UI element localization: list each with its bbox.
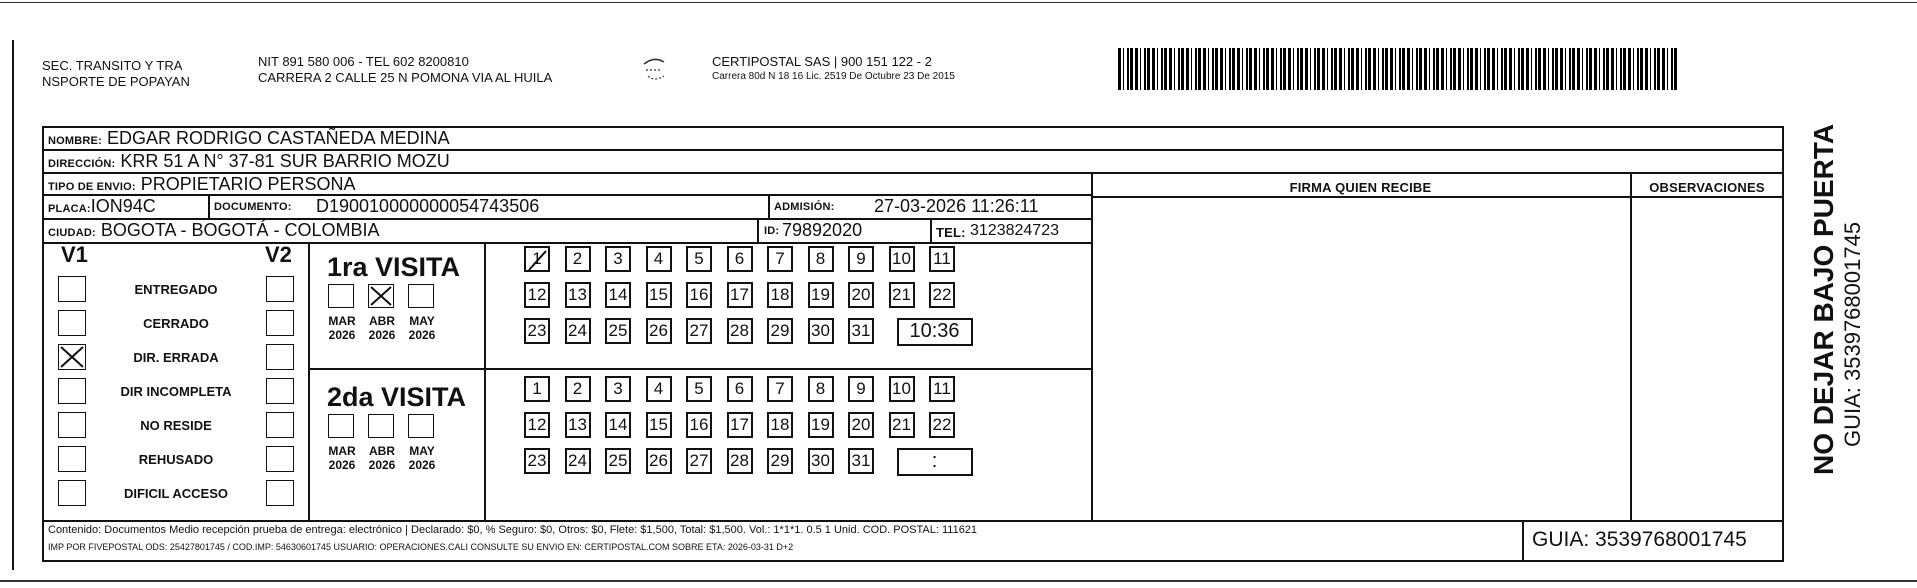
- status-label: DIFICIL ACCESO: [123, 486, 228, 501]
- side-guia: GUIA: 353976800174​5: [1840, 221, 1865, 447]
- month-checkbox[interactable]: [328, 414, 354, 438]
- observaciones-label: OBSERVACIONES: [1649, 180, 1765, 195]
- v2-checkbox[interactable]: [266, 480, 294, 506]
- day-box[interactable]: 21: [889, 282, 915, 308]
- day-box[interactable]: 18: [767, 282, 793, 308]
- v2-checkbox[interactable]: [266, 412, 294, 438]
- signature-left-divider: [1091, 174, 1093, 522]
- footer-guia: GUIA: 353976800174​5: [1532, 528, 1747, 551]
- day-box[interactable]: 5: [686, 376, 712, 402]
- day-box[interactable]: 5: [686, 246, 712, 272]
- v1-checkbox[interactable]: [58, 344, 86, 370]
- day-box[interactable]: 30: [808, 448, 834, 474]
- day-box[interactable]: 13: [565, 282, 591, 308]
- placa-divider-1: [208, 196, 210, 220]
- day-box[interactable]: 28: [727, 318, 753, 344]
- day-box[interactable]: 24: [565, 318, 591, 344]
- row-ciudad: [44, 220, 1091, 244]
- sender-block: [42, 58, 190, 90]
- day-box[interactable]: 8: [808, 246, 834, 272]
- status-label: CERRADO: [143, 316, 209, 331]
- day-box[interactable]: 27: [686, 318, 712, 344]
- courier-line-1: CERTIPOSTAL SAS | 900 151 122 - 2: [712, 54, 932, 69]
- ciudad-value: BOGOTA - BOGOTÁ - COLOMBIA: [100, 220, 380, 240]
- v1-checkbox[interactable]: [58, 276, 86, 302]
- day-box[interactable]: 30: [808, 318, 834, 344]
- row-nombre: [44, 128, 1782, 151]
- year-label: 2026: [328, 328, 356, 342]
- day-box[interactable]: 23: [524, 318, 550, 344]
- month-checkbox[interactable]: [408, 414, 434, 438]
- day-box[interactable]: 12: [524, 412, 550, 438]
- top-border: [0, 2, 1917, 3]
- day-box[interactable]: 26: [646, 318, 672, 344]
- day-box[interactable]: 22: [929, 412, 955, 438]
- day-box[interactable]: 6: [727, 376, 753, 402]
- day-box[interactable]: 25: [605, 448, 631, 474]
- day-box[interactable]: 20: [848, 282, 874, 308]
- row-placa: [44, 196, 1091, 220]
- visit-divider: [308, 368, 1091, 370]
- v2-checkbox[interactable]: [266, 344, 294, 370]
- placa-label: PLACA:: [48, 203, 91, 215]
- day-box[interactable]: 14: [605, 412, 631, 438]
- tipo-value: PROPIETARIO PERSONA: [140, 174, 356, 194]
- day-box[interactable]: 4: [646, 376, 672, 402]
- ciudad-divider-1: [757, 220, 759, 244]
- day-box[interactable]: 1: [524, 246, 550, 272]
- day-box[interactable]: 31: [848, 448, 874, 474]
- nombre-value: EDGAR RODRIGO CASTAÑEDA MEDINA: [106, 128, 450, 148]
- time-box[interactable]: :: [897, 448, 973, 476]
- day-box[interactable]: 3: [605, 376, 631, 402]
- documento-label: DOCUMENTO:: [214, 201, 292, 213]
- day-box[interactable]: 9: [848, 376, 874, 402]
- day-box[interactable]: 14: [605, 282, 631, 308]
- ciudad-label: CIUDAD:: [48, 227, 96, 239]
- nombre-label: NOMBRE:: [48, 135, 102, 147]
- delivery-form: [42, 126, 1784, 562]
- status-label: ENTREGADO: [134, 282, 218, 297]
- sender-line-1: SEC. TRANSITO Y TRA: [42, 58, 183, 73]
- status-label: REHUSADO: [138, 452, 214, 467]
- v2-checkbox[interactable]: [266, 276, 294, 302]
- year-label: 2026: [368, 328, 396, 342]
- day-box[interactable]: 7: [767, 376, 793, 402]
- day-box[interactable]: 19: [808, 282, 834, 308]
- day-box[interactable]: 17: [727, 282, 753, 308]
- day-box[interactable]: 7: [767, 246, 793, 272]
- day-box[interactable]: 12: [524, 282, 550, 308]
- status-divider: [308, 244, 310, 522]
- nit-line-2: CARRERA 2 CALLE 25 N POMONA VIA AL HUILA: [258, 70, 553, 85]
- day-box[interactable]: 11: [929, 246, 955, 272]
- day-box[interactable]: 29: [767, 318, 793, 344]
- day-box[interactable]: 10: [889, 246, 915, 272]
- day-box[interactable]: 13: [565, 412, 591, 438]
- observations-left-divider: [1630, 174, 1632, 522]
- courier-block: [712, 54, 955, 84]
- day-box[interactable]: 3: [605, 246, 631, 272]
- direccion-label: DIRECCIÓN:: [48, 158, 116, 170]
- id-value: 79892020: [782, 220, 863, 240]
- visit2-title: 2da VISITA: [327, 382, 467, 412]
- footer-divider: [1522, 520, 1524, 560]
- day-box[interactable]: 17: [727, 412, 753, 438]
- imp-text: IMP POR FIVEPOSTAL ODS: 25427801745 / COD.IMP: 54630601745 USUARIO: OPERACIONES.CALI CONSULTE SU ENVIO EN: CERTIPOSTAL.COM SOBRE ETA: 2026-03-31 D+2: [48, 542, 794, 552]
- day-box[interactable]: 16: [686, 282, 712, 308]
- barcode: [1118, 48, 1678, 90]
- ciudad-divider-2: [930, 220, 932, 244]
- month-label: MAY: [409, 314, 435, 328]
- direccion-value: KRR 51 A N° 37-81 SUR BARRIO MOZU: [120, 151, 450, 171]
- day-box[interactable]: 29: [767, 448, 793, 474]
- day-box[interactable]: 31: [848, 318, 874, 344]
- placa-divider-2: [768, 196, 770, 220]
- day-box[interactable]: 10: [889, 376, 915, 402]
- courier-logo: [640, 56, 668, 86]
- day-box[interactable]: 26: [646, 448, 672, 474]
- month-label: ABR: [369, 314, 395, 328]
- day-box[interactable]: 27: [686, 448, 712, 474]
- month-label: MAR: [328, 314, 356, 328]
- v1-checkbox[interactable]: [58, 412, 86, 438]
- day-box[interactable]: 8: [808, 376, 834, 402]
- v1-checkbox[interactable]: [58, 310, 86, 336]
- row-direccion: [44, 151, 1782, 174]
- day-box[interactable]: 23: [524, 448, 550, 474]
- nit-block: [258, 54, 552, 86]
- months-divider: [484, 244, 486, 522]
- documento-value: D190010000000054743506: [316, 196, 540, 216]
- day-box[interactable]: 21: [889, 412, 915, 438]
- v1-checkbox[interactable]: [58, 480, 86, 506]
- v1-checkbox[interactable]: [58, 446, 86, 472]
- day-box[interactable]: 25: [605, 318, 631, 344]
- nit-line-1: NIT 891 580 006 - TEL 602 8200810: [258, 54, 469, 69]
- day-box[interactable]: 1: [524, 376, 550, 402]
- left-border: [12, 40, 14, 570]
- month-label: MAY: [409, 444, 435, 458]
- day-box[interactable]: 2: [565, 246, 591, 272]
- tipo-label: TIPO DE ENVIO:: [48, 181, 136, 193]
- day-box[interactable]: 15: [646, 412, 672, 438]
- status-label: DIR INCOMPLETA: [120, 384, 232, 399]
- v2-checkbox[interactable]: [266, 310, 294, 336]
- tel-label: TEL:: [936, 225, 966, 240]
- year-label: 2026: [408, 328, 436, 342]
- side-warning: NO DEJAR BAJO PUERTA: [1808, 123, 1839, 475]
- day-box[interactable]: 24: [565, 448, 591, 474]
- year-label: 2026: [328, 458, 356, 472]
- visit1-title: 1ra VISITA: [327, 252, 461, 282]
- bottom-border: [0, 580, 1917, 582]
- v1-checkbox[interactable]: [58, 378, 86, 404]
- day-box[interactable]: 2: [565, 376, 591, 402]
- day-box[interactable]: 6: [727, 246, 753, 272]
- v1-header: V1: [61, 242, 88, 267]
- month-checkbox[interactable]: [368, 414, 394, 438]
- v2-header: V2: [265, 242, 292, 267]
- day-box[interactable]: 15: [646, 282, 672, 308]
- year-label: 2026: [408, 458, 436, 472]
- placa-value: ION94C: [90, 196, 156, 216]
- contenido-text: Contenido: Documentos Medio recepción prueba de entrega: electrónico | Declarado: $0, % Seguro: $0, Otros: $0, Flete: $1,500, Total: $1,500. Vol.: 1*1*1. 0.5 1 Unid. COD. POSTAL: 111621: [48, 524, 978, 536]
- side-text: [1808, 75, 1866, 475]
- row-tipo: [44, 174, 1091, 196]
- day-box[interactable]: 18: [767, 412, 793, 438]
- v2-checkbox[interactable]: [266, 378, 294, 404]
- status-label: NO RESIDE: [140, 418, 212, 433]
- month-label: ABR: [369, 444, 395, 458]
- month-checkbox[interactable]: [328, 284, 354, 308]
- month-checkbox[interactable]: [368, 284, 394, 308]
- month-label: MAR: [328, 444, 356, 458]
- signature-header-line: [1091, 196, 1782, 198]
- firma-label: FIRMA QUIEN RECIBE: [1289, 180, 1432, 195]
- admision-label: ADMISIÓN:: [774, 201, 835, 213]
- sender-line-2: NSPORTE DE POPAYAN: [42, 74, 190, 89]
- day-box[interactable]: 11: [929, 376, 955, 402]
- time-box[interactable]: 10:36: [897, 318, 973, 346]
- tel-value: 3123824723: [970, 222, 1059, 239]
- v2-checkbox[interactable]: [266, 446, 294, 472]
- year-label: 2026: [368, 458, 396, 472]
- month-checkbox[interactable]: [408, 284, 434, 308]
- day-box[interactable]: 20: [848, 412, 874, 438]
- day-box[interactable]: 9: [848, 246, 874, 272]
- day-box[interactable]: 19: [808, 412, 834, 438]
- day-box[interactable]: 16: [686, 412, 712, 438]
- day-box[interactable]: 28: [727, 448, 753, 474]
- courier-line-2: Carrera 80d N 18 16 Lic. 2519 De Octubre 23 De 2015: [712, 71, 955, 82]
- status-label: DIR. ERRADA: [133, 350, 219, 365]
- id-label: ID:: [764, 225, 780, 237]
- admision-value: 27-03-2026 11:26:11: [874, 196, 1039, 216]
- day-box[interactable]: 22: [929, 282, 955, 308]
- day-box[interactable]: 4: [646, 246, 672, 272]
